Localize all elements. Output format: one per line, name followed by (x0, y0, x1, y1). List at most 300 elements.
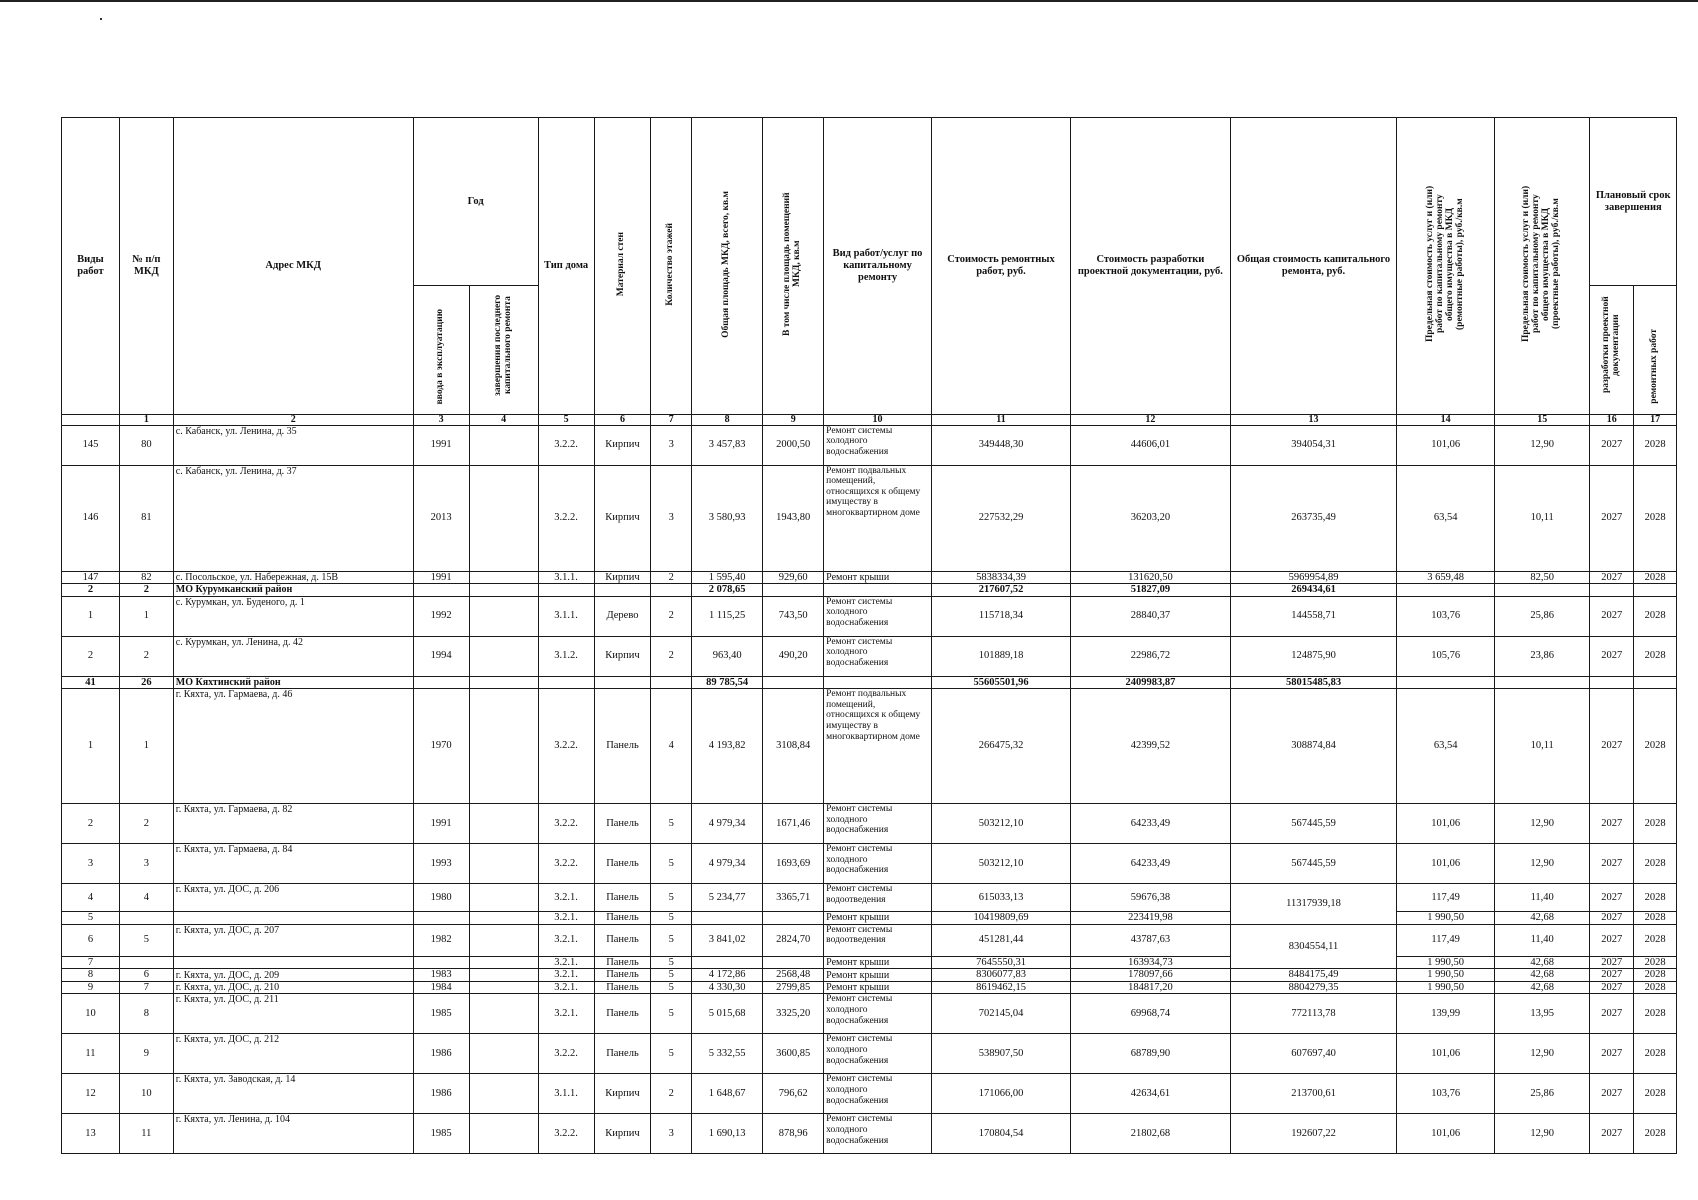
cell-stoimost-remontnyh: 5838334,39 (931, 571, 1070, 584)
cell-god-vvoda: 1991 (413, 571, 469, 584)
cell-stoimost-razrabotki: 64233,49 (1071, 844, 1231, 884)
cell-material-sten: Панель (594, 804, 651, 844)
cell-tip-doma: 3.2.2. (538, 1034, 594, 1074)
cell-god-vvoda (413, 956, 469, 969)
cell-god-vvoda: 1993 (413, 844, 469, 884)
cell-vidy-rabot: 11 (62, 1034, 120, 1074)
cell-vidy-rabot: 8 (62, 969, 120, 982)
cell-v-tom-chisle: 3108,84 (763, 689, 824, 804)
cell-predelnaya-proekt: 12,90 (1494, 804, 1590, 844)
cell-srok-remont: 2028 (1634, 1074, 1677, 1114)
cell-srok-pd: 2027 (1590, 1074, 1634, 1114)
table-row (62, 571, 1677, 584)
cell-v-tom-chisle: 3325,20 (763, 994, 824, 1034)
cell-tip-doma (538, 584, 594, 597)
cell-obshaya-ploshad: 1 595,40 (692, 571, 763, 584)
table-row (62, 884, 1677, 912)
cell-stoimost-remontnyh: 8619462,15 (931, 981, 1070, 994)
cell-adres: г. Кяхта, ул. ДОС, д. 209 (173, 969, 413, 982)
cell-god-zaversheniya (469, 924, 538, 956)
cell-adres: г. Кяхта, ул. Гармаева, д. 82 (173, 804, 413, 844)
header-obshaya-ploshad: Общая площадь МКД, всего, кв.м (692, 118, 763, 415)
cell-tip-doma: 3.2.2. (538, 804, 594, 844)
cell-vid-rabot: Ремонт системы холодного водоснабжения (824, 596, 932, 636)
cell-stoimost-razrabotki: 44606,01 (1071, 425, 1231, 465)
cell-adres: г. Кяхта, ул. ДОС, д. 210 (173, 981, 413, 994)
cell-vidy-rabot: 10 (62, 994, 120, 1034)
cell-stoimost-remontnyh: 10419809,69 (931, 912, 1070, 925)
cell-predelnaya-remont: 101,06 (1397, 804, 1495, 844)
cell-nomer-mkd: 6 (119, 969, 173, 982)
cell-obshaya-stoimost: 263735,49 (1230, 465, 1397, 571)
cell-v-tom-chisle: 490,20 (763, 636, 824, 676)
cell-obshaya-stoimost: 213700,61 (1230, 1074, 1397, 1114)
cell-material-sten: Кирпич (594, 571, 651, 584)
cell-obshaya-ploshad: 4 979,34 (692, 804, 763, 844)
header-god-zaversheniya: завершения последнего капитального ремонта (469, 286, 538, 415)
cell-kol-etazhey: 5 (651, 844, 692, 884)
cell-srok-remont: 2028 (1634, 636, 1677, 676)
cell-obshaya-stoimost: 144558,71 (1230, 596, 1397, 636)
table-header (62, 118, 1677, 426)
cell-stoimost-razrabotki: 22986,72 (1071, 636, 1231, 676)
cell-kol-etazhey: 2 (651, 1074, 692, 1114)
cell-v-tom-chisle: 2000,50 (763, 425, 824, 465)
cell-obshaya-stoimost: 11317939,18 (1230, 884, 1397, 925)
cell-vid-rabot: Ремонт подвальных помещений, относящихся к общему имуществу в многоквартирном доме (824, 689, 932, 804)
cell-nomer-mkd: 11 (119, 1114, 173, 1154)
cell-adres: г. Кяхта, ул. Заводская, д. 14 (173, 1074, 413, 1114)
cell-tip-doma: 3.2.1. (538, 956, 594, 969)
cell-stoimost-razrabotki: 21802,68 (1071, 1114, 1231, 1154)
cell-stoimost-razrabotki: 69968,74 (1071, 994, 1231, 1034)
table-row (62, 969, 1677, 982)
cell-srok-remont: 2028 (1634, 884, 1677, 912)
table-row (62, 425, 1677, 465)
cell-god-zaversheniya (469, 981, 538, 994)
column-number: 13 (1230, 414, 1397, 425)
cell-vid-rabot (824, 676, 932, 689)
cell-god-vvoda: 1982 (413, 924, 469, 956)
cell-god-vvoda: 1994 (413, 636, 469, 676)
cell-srok-pd: 2027 (1590, 1114, 1634, 1154)
cell-vidy-rabot: 145 (62, 425, 120, 465)
cell-srok-remont: 2028 (1634, 924, 1677, 956)
cell-stoimost-razrabotki: 64233,49 (1071, 804, 1231, 844)
cell-vid-rabot: Ремонт крыши (824, 571, 932, 584)
cell-v-tom-chisle: 796,62 (763, 1074, 824, 1114)
cell-nomer-mkd: 2 (119, 584, 173, 597)
cell-nomer-mkd (119, 912, 173, 925)
cell-nomer-mkd: 9 (119, 1034, 173, 1074)
cell-predelnaya-remont: 103,76 (1397, 1074, 1495, 1114)
header-god-vvoda: ввода в эксплуатацию (413, 286, 469, 415)
table-row (62, 981, 1677, 994)
header-material-sten: Материал стен (594, 118, 651, 415)
cell-stoimost-razrabotki: 59676,38 (1071, 884, 1231, 912)
cell-predelnaya-proekt (1494, 676, 1590, 689)
cell-adres: МО Курумканский район (173, 584, 413, 597)
cell-god-zaversheniya (469, 956, 538, 969)
cell-vid-rabot (824, 584, 932, 597)
cell-vid-rabot: Ремонт крыши (824, 956, 932, 969)
cell-god-vvoda: 2013 (413, 465, 469, 571)
cell-vidy-rabot: 13 (62, 1114, 120, 1154)
cell-vidy-rabot: 6 (62, 924, 120, 956)
header-vidy-rabot: Виды работ (62, 118, 120, 415)
cell-stoimost-razrabotki: 36203,20 (1071, 465, 1231, 571)
cell-god-vvoda (413, 584, 469, 597)
cell-obshaya-stoimost: 269434,61 (1230, 584, 1397, 597)
cell-predelnaya-remont: 101,06 (1397, 1034, 1495, 1074)
cell-kol-etazhey: 3 (651, 425, 692, 465)
cell-v-tom-chisle (763, 676, 824, 689)
cell-god-vvoda (413, 912, 469, 925)
cell-god-vvoda: 1985 (413, 994, 469, 1034)
cell-nomer-mkd: 1 (119, 596, 173, 636)
column-number: 6 (594, 414, 651, 425)
cell-stoimost-remontnyh: 349448,30 (931, 425, 1070, 465)
cell-srok-remont: 2028 (1634, 981, 1677, 994)
cell-predelnaya-proekt: 11,40 (1494, 884, 1590, 912)
cell-obshaya-ploshad: 1 115,25 (692, 596, 763, 636)
cell-adres (173, 956, 413, 969)
cell-adres: с. Кабанск, ул. Ленина, д. 35 (173, 425, 413, 465)
cell-god-zaversheniya (469, 804, 538, 844)
column-number: 10 (824, 414, 932, 425)
cell-vidy-rabot: 2 (62, 804, 120, 844)
cell-obshaya-ploshad: 5 015,68 (692, 994, 763, 1034)
cell-god-vvoda: 1986 (413, 1034, 469, 1074)
cell-stoimost-razrabotki: 51827,09 (1071, 584, 1231, 597)
cell-material-sten (594, 584, 651, 597)
header-predelnaya-proekt: Предельная стоимость услуг и (или) работ по капитальному ремонту общего имущества в МКД (проектные работы), руб./кв.м (1494, 118, 1590, 415)
cell-predelnaya-remont: 139,99 (1397, 994, 1495, 1034)
cell-adres: г. Кяхта, ул. Ленина, д. 104 (173, 1114, 413, 1154)
table-row (62, 956, 1677, 969)
table-row (62, 1034, 1677, 1074)
cell-obshaya-ploshad: 4 172,86 (692, 969, 763, 982)
cell-tip-doma: 3.2.2. (538, 425, 594, 465)
cell-material-sten: Панель (594, 884, 651, 912)
cell-srok-pd: 2027 (1590, 956, 1634, 969)
cell-material-sten (594, 676, 651, 689)
cell-srok-pd: 2027 (1590, 924, 1634, 956)
cell-material-sten: Панель (594, 956, 651, 969)
cell-predelnaya-proekt: 10,11 (1494, 465, 1590, 571)
cell-kol-etazhey: 5 (651, 994, 692, 1034)
cell-god-vvoda (413, 676, 469, 689)
cell-obshaya-ploshad: 89 785,54 (692, 676, 763, 689)
header-kol-etazhey: Количество этажей (651, 118, 692, 415)
cell-material-sten: Панель (594, 981, 651, 994)
cell-stoimost-remontnyh: 538907,50 (931, 1034, 1070, 1074)
cell-vidy-rabot: 2 (62, 584, 120, 597)
cell-v-tom-chisle (763, 584, 824, 597)
column-number: 3 (413, 414, 469, 425)
cell-stoimost-razrabotki: 68789,90 (1071, 1034, 1231, 1074)
cell-predelnaya-remont: 1 990,50 (1397, 956, 1495, 969)
cell-predelnaya-proekt: 13,95 (1494, 994, 1590, 1034)
cell-predelnaya-remont (1397, 584, 1495, 597)
cell-tip-doma: 3.2.2. (538, 689, 594, 804)
cell-kol-etazhey (651, 584, 692, 597)
cell-obshaya-stoimost: 567445,59 (1230, 844, 1397, 884)
cell-srok-pd: 2027 (1590, 912, 1634, 925)
cell-god-vvoda: 1991 (413, 425, 469, 465)
cell-god-vvoda: 1992 (413, 596, 469, 636)
cell-god-zaversheniya (469, 596, 538, 636)
cell-nomer-mkd: 2 (119, 804, 173, 844)
cell-material-sten: Панель (594, 1034, 651, 1074)
cell-vid-rabot: Ремонт системы холодного водоснабжения (824, 1114, 932, 1154)
cell-nomer-mkd: 2 (119, 636, 173, 676)
cell-obshaya-ploshad: 3 841,02 (692, 924, 763, 956)
cell-nomer-mkd: 5 (119, 924, 173, 956)
cell-predelnaya-proekt: 25,86 (1494, 1074, 1590, 1114)
column-number: 12 (1071, 414, 1231, 425)
column-number: 2 (173, 414, 413, 425)
cell-predelnaya-remont: 1 990,50 (1397, 969, 1495, 982)
cell-tip-doma: 3.2.1. (538, 981, 594, 994)
cell-predelnaya-proekt: 10,11 (1494, 689, 1590, 804)
cell-nomer-mkd: 8 (119, 994, 173, 1034)
cell-v-tom-chisle: 3600,85 (763, 1034, 824, 1074)
cell-obshaya-stoimost: 8304554,11 (1230, 924, 1397, 969)
cell-nomer-mkd: 10 (119, 1074, 173, 1114)
cell-predelnaya-remont: 1 990,50 (1397, 912, 1495, 925)
cell-material-sten: Панель (594, 844, 651, 884)
cell-predelnaya-proekt: 12,90 (1494, 1034, 1590, 1074)
cell-kol-etazhey: 4 (651, 689, 692, 804)
cell-god-zaversheniya (469, 584, 538, 597)
cell-v-tom-chisle: 878,96 (763, 1114, 824, 1154)
cell-stoimost-remontnyh: 451281,44 (931, 924, 1070, 956)
cell-stoimost-razrabotki: 184817,20 (1071, 981, 1231, 994)
cell-stoimost-razrabotki: 178097,66 (1071, 969, 1231, 982)
cell-srok-remont: 2028 (1634, 912, 1677, 925)
column-number: 16 (1590, 414, 1634, 425)
cell-vid-rabot: Ремонт системы холодного водоснабжения (824, 804, 932, 844)
cell-predelnaya-remont: 1 990,50 (1397, 981, 1495, 994)
cell-predelnaya-remont: 63,54 (1397, 689, 1495, 804)
header-god: Год (413, 118, 538, 286)
cell-srok-remont (1634, 584, 1677, 597)
cell-v-tom-chisle: 3365,71 (763, 884, 824, 912)
header-nomer-mkd: № п/п МКД (119, 118, 173, 415)
cell-obshaya-ploshad: 5 234,77 (692, 884, 763, 912)
cell-obshaya-ploshad: 1 690,13 (692, 1114, 763, 1154)
cell-obshaya-stoimost: 192607,22 (1230, 1114, 1397, 1154)
scan-speck (100, 18, 102, 20)
cell-vid-rabot: Ремонт подвальных помещений, относящихся к общему имуществу в многоквартирном доме (824, 465, 932, 571)
table-row (62, 596, 1677, 636)
cell-stoimost-razrabotki: 131620,50 (1071, 571, 1231, 584)
cell-kol-etazhey: 2 (651, 571, 692, 584)
cell-srok-remont: 2028 (1634, 689, 1677, 804)
cell-predelnaya-remont: 101,06 (1397, 425, 1495, 465)
cell-v-tom-chisle: 1671,46 (763, 804, 824, 844)
cell-tip-doma: 3.2.1. (538, 969, 594, 982)
cell-tip-doma: 3.2.2. (538, 465, 594, 571)
cell-srok-remont: 2028 (1634, 969, 1677, 982)
cell-srok-pd: 2027 (1590, 465, 1634, 571)
cell-stoimost-remontnyh: 101889,18 (931, 636, 1070, 676)
cell-stoimost-razrabotki: 163934,73 (1071, 956, 1231, 969)
cell-god-zaversheniya (469, 636, 538, 676)
cell-vid-rabot: Ремонт системы холодного водоснабжения (824, 1034, 932, 1074)
cell-kol-etazhey: 5 (651, 884, 692, 912)
cell-predelnaya-remont: 63,54 (1397, 465, 1495, 571)
cell-vid-rabot: Ремонт системы водоотведения (824, 924, 932, 956)
cell-srok-pd: 2027 (1590, 689, 1634, 804)
cell-srok-pd: 2027 (1590, 844, 1634, 884)
cell-god-zaversheniya (469, 1074, 538, 1114)
column-number: 14 (1397, 414, 1495, 425)
cell-god-zaversheniya (469, 969, 538, 982)
cell-god-zaversheniya (469, 912, 538, 925)
table-row (62, 844, 1677, 884)
cell-predelnaya-remont: 117,49 (1397, 924, 1495, 956)
cell-srok-pd (1590, 676, 1634, 689)
cell-adres: г. Кяхта, ул. Гармаева, д. 46 (173, 689, 413, 804)
cell-v-tom-chisle: 929,60 (763, 571, 824, 584)
cell-god-vvoda: 1986 (413, 1074, 469, 1114)
cell-obshaya-ploshad: 4 330,30 (692, 981, 763, 994)
table-row (62, 636, 1677, 676)
table-body (62, 425, 1677, 1154)
cell-srok-remont: 2028 (1634, 994, 1677, 1034)
cell-stoimost-remontnyh: 170804,54 (931, 1114, 1070, 1154)
column-number: 8 (692, 414, 763, 425)
cell-obshaya-stoimost: 8804279,35 (1230, 981, 1397, 994)
cell-adres: с. Курумкан, ул. Ленина, д. 42 (173, 636, 413, 676)
table-row (62, 689, 1677, 804)
cell-adres: с. Курумкан, ул. Буденого, д. 1 (173, 596, 413, 636)
cell-obshaya-stoimost: 5969954,89 (1230, 571, 1397, 584)
cell-kol-etazhey: 5 (651, 956, 692, 969)
cell-tip-doma: 3.2.2. (538, 844, 594, 884)
cell-v-tom-chisle (763, 912, 824, 925)
cell-tip-doma: 3.1.2. (538, 636, 594, 676)
cell-srok-pd: 2027 (1590, 969, 1634, 982)
column-number: 1 (119, 414, 173, 425)
cell-obshaya-ploshad: 3 580,93 (692, 465, 763, 571)
cell-srok-remont: 2028 (1634, 1114, 1677, 1154)
cell-nomer-mkd (119, 956, 173, 969)
cell-obshaya-stoimost: 58015485,83 (1230, 676, 1397, 689)
cell-god-zaversheniya (469, 994, 538, 1034)
cell-srok-remont (1634, 676, 1677, 689)
cell-vidy-rabot: 3 (62, 844, 120, 884)
cell-predelnaya-proekt: 42,68 (1494, 912, 1590, 925)
cell-vidy-rabot: 147 (62, 571, 120, 584)
table-row (62, 1114, 1677, 1154)
cell-nomer-mkd: 3 (119, 844, 173, 884)
cell-obshaya-stoimost: 567445,59 (1230, 804, 1397, 844)
cell-stoimost-razrabotki: 223419,98 (1071, 912, 1231, 925)
cell-v-tom-chisle: 2799,85 (763, 981, 824, 994)
cell-kol-etazhey: 3 (651, 465, 692, 571)
cell-obshaya-stoimost: 394054,31 (1230, 425, 1397, 465)
cell-v-tom-chisle (763, 956, 824, 969)
table-row (62, 994, 1677, 1034)
cell-material-sten: Панель (594, 924, 651, 956)
cell-obshaya-ploshad: 1 648,67 (692, 1074, 763, 1114)
table-row (62, 924, 1677, 956)
cell-vid-rabot: Ремонт системы водоотведения (824, 884, 932, 912)
cell-tip-doma: 3.2.1. (538, 924, 594, 956)
cell-adres: с. Кабанск, ул. Ленина, д. 37 (173, 465, 413, 571)
cell-kol-etazhey: 5 (651, 912, 692, 925)
header-v-tom-chisle: В том числе площадь помещений МКД, кв.м (763, 118, 824, 415)
cell-adres: г. Кяхта, ул. ДОС, д. 212 (173, 1034, 413, 1074)
cell-vidy-rabot: 5 (62, 912, 120, 925)
cell-god-vvoda: 1983 (413, 969, 469, 982)
cell-predelnaya-remont: 101,06 (1397, 1114, 1495, 1154)
cell-material-sten: Панель (594, 994, 651, 1034)
cell-kol-etazhey (651, 676, 692, 689)
cell-srok-remont: 2028 (1634, 596, 1677, 636)
cell-srok-pd: 2027 (1590, 994, 1634, 1034)
cell-tip-doma: 3.2.1. (538, 884, 594, 912)
cell-srok-pd: 2027 (1590, 596, 1634, 636)
cell-god-zaversheniya (469, 1114, 538, 1154)
cell-stoimost-remontnyh: 503212,10 (931, 804, 1070, 844)
cell-god-zaversheniya (469, 571, 538, 584)
cell-god-vvoda: 1991 (413, 804, 469, 844)
cell-adres (173, 912, 413, 925)
cell-stoimost-remontnyh: 217607,52 (931, 584, 1070, 597)
cell-material-sten: Панель (594, 689, 651, 804)
cell-tip-doma: 3.2.1. (538, 994, 594, 1034)
header-planovyi-srok: Плановый срок завершения (1590, 118, 1677, 286)
cell-tip-doma: 3.1.1. (538, 571, 594, 584)
cell-vid-rabot: Ремонт крыши (824, 981, 932, 994)
cell-predelnaya-proekt: 82,50 (1494, 571, 1590, 584)
cell-predelnaya-remont (1397, 676, 1495, 689)
cell-stoimost-razrabotki: 42634,61 (1071, 1074, 1231, 1114)
cell-kol-etazhey: 2 (651, 596, 692, 636)
cell-god-vvoda: 1985 (413, 1114, 469, 1154)
cell-srok-remont: 2028 (1634, 571, 1677, 584)
cell-predelnaya-proekt: 12,90 (1494, 844, 1590, 884)
cell-v-tom-chisle: 1943,80 (763, 465, 824, 571)
cell-obshaya-ploshad: 4 193,82 (692, 689, 763, 804)
cell-kol-etazhey: 5 (651, 969, 692, 982)
cell-adres: г. Кяхта, ул. ДОС, д. 206 (173, 884, 413, 912)
cell-predelnaya-proekt: 12,90 (1494, 1114, 1590, 1154)
table-row (62, 465, 1677, 571)
cell-material-sten: Кирпич (594, 465, 651, 571)
table-row (62, 676, 1677, 689)
cell-predelnaya-proekt: 11,40 (1494, 924, 1590, 956)
cell-vidy-rabot: 146 (62, 465, 120, 571)
cell-vidy-rabot: 1 (62, 596, 120, 636)
cell-srok-pd: 2027 (1590, 571, 1634, 584)
cell-god-vvoda: 1984 (413, 981, 469, 994)
cell-vid-rabot: Ремонт системы холодного водоснабжения (824, 994, 932, 1034)
column-number (62, 414, 120, 425)
column-number: 9 (763, 414, 824, 425)
header-stoimost-remontnyh: Стоимость ремонтных работ, руб. (931, 118, 1070, 415)
cell-god-zaversheniya (469, 689, 538, 804)
cell-nomer-mkd: 1 (119, 689, 173, 804)
cell-adres: г. Кяхта, ул. ДОС, д. 211 (173, 994, 413, 1034)
cell-v-tom-chisle: 2824,70 (763, 924, 824, 956)
cell-obshaya-stoimost: 772113,78 (1230, 994, 1397, 1034)
cell-vidy-rabot: 2 (62, 636, 120, 676)
